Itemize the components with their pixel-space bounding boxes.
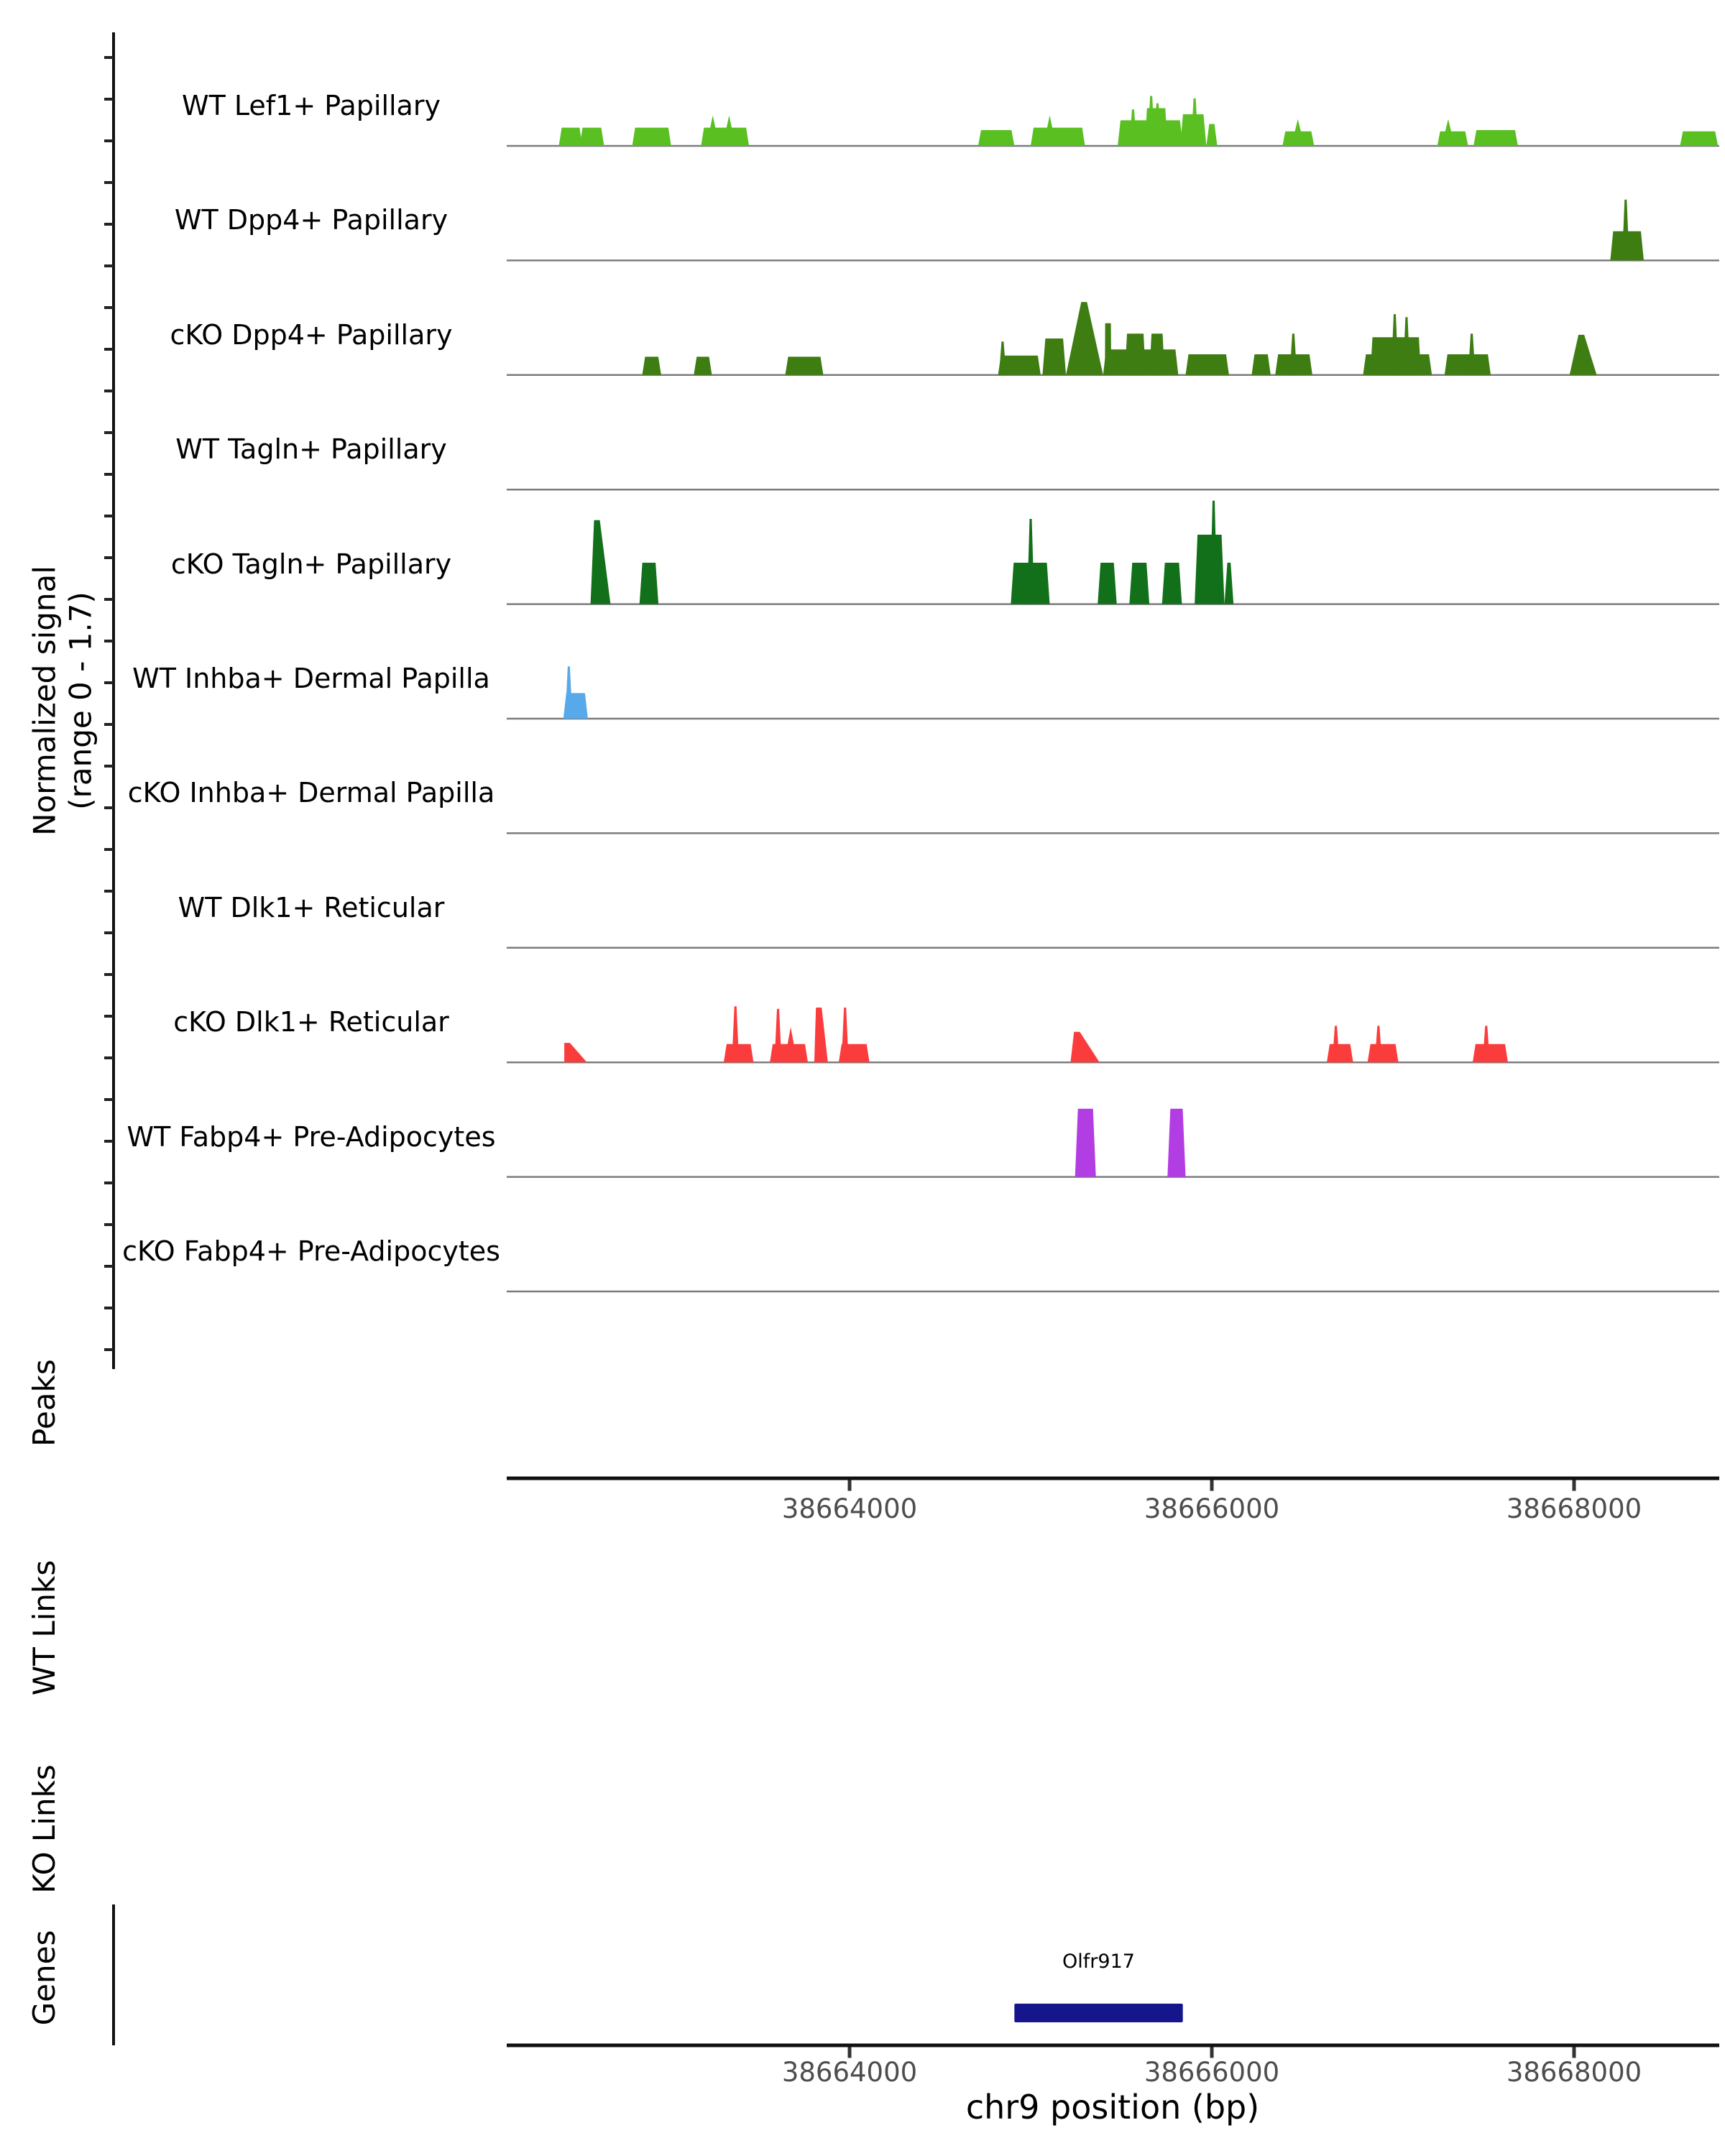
signal-axis-minor-tick <box>104 431 114 434</box>
track-label: cKO Inhba+ Dermal Papilla <box>127 777 495 809</box>
track-label: WT Fabp4+ Pre-Adipocytes <box>126 1120 496 1153</box>
signal-track <box>643 302 1597 375</box>
signal-axis-minor-tick <box>104 765 114 768</box>
signal-track <box>564 1006 1508 1062</box>
signal-block <box>640 563 658 604</box>
peaks-axis-tick <box>1573 1480 1576 1491</box>
signal-peak <box>1066 302 1103 375</box>
signal-axis-minor-tick <box>104 1056 114 1059</box>
signal-spike <box>1483 1026 1490 1062</box>
track-label: cKO Dpp4+ Papillary <box>170 318 453 351</box>
gene-label: Olfr917 <box>1062 1950 1135 1973</box>
signal-axis-minor-tick <box>104 306 114 309</box>
track-label: cKO Fabp4+ Pre-Adipocytes <box>122 1235 500 1267</box>
signal-block <box>1327 1044 1353 1062</box>
signal-spike <box>732 1006 739 1062</box>
signal-axis-minor-tick <box>104 931 114 934</box>
signal-track <box>1610 200 1644 261</box>
signal-block <box>694 356 712 374</box>
signal-axis-spine <box>112 32 115 1369</box>
signal-axis-minor-tick <box>104 848 114 851</box>
signal-axis-minor-tick <box>104 348 114 351</box>
signal-peak <box>591 520 611 604</box>
signal-block <box>978 130 1014 146</box>
signal-axis-minor-tick <box>104 556 114 559</box>
signal-spike <box>565 666 572 719</box>
signal-axis-minor-tick <box>104 264 114 267</box>
signal-block <box>1225 563 1234 604</box>
signal-peak <box>1570 335 1597 375</box>
signal-axis-minor-tick <box>104 1223 114 1226</box>
signal-block <box>1098 563 1117 604</box>
signal-block <box>1206 124 1217 147</box>
signal-block <box>580 128 604 146</box>
signal-axis-minor-tick <box>104 640 114 642</box>
signal-axis-minor-tick <box>104 1307 114 1309</box>
signal-axis-minor-tick <box>104 390 114 392</box>
signal-block <box>1186 354 1229 375</box>
signal-plateau <box>1125 333 1146 375</box>
peaks-axis-line <box>507 1477 1719 1480</box>
peaks-axis-tick-label: 38666000 <box>1144 1493 1280 1524</box>
signal-axis-minor-tick <box>104 598 114 601</box>
signal-block <box>1680 132 1718 146</box>
signal-block <box>559 128 583 146</box>
signal-block <box>786 356 824 374</box>
gene-body <box>1014 2004 1182 2022</box>
track-label: WT Tagln+ Papillary <box>175 433 447 466</box>
signal-block <box>643 356 661 374</box>
signal-axis-minor-tick <box>104 806 114 809</box>
track-label: cKO Tagln+ Papillary <box>170 548 452 580</box>
signal-track <box>564 666 588 719</box>
signal-spike <box>842 1008 849 1062</box>
signal-axis-minor-tick <box>104 1098 114 1101</box>
y-axis-label-line2: (range 0 - 1.7) <box>63 591 98 810</box>
track-label: WT Dlk1+ Reticular <box>178 891 445 923</box>
signal-block <box>1162 563 1182 604</box>
signal-axis-minor-tick <box>104 1015 114 1018</box>
signal-axis-minor-tick <box>104 181 114 184</box>
signal-axis-minor-tick <box>104 1348 114 1351</box>
signal-block <box>1473 130 1518 146</box>
signal-axis-minor-tick <box>104 1140 114 1143</box>
peaks-axis-tick-label: 38668000 <box>1506 1493 1642 1524</box>
signal-track <box>1075 1109 1186 1177</box>
signal-peak <box>814 1008 828 1062</box>
signal-block <box>1251 354 1271 375</box>
signal-peak <box>564 1043 587 1062</box>
signal-track <box>559 96 1719 147</box>
genome-axis-tick-label: 38664000 <box>781 2057 918 2088</box>
signal-axis-minor-tick <box>104 890 114 893</box>
signal-axis-minor-tick <box>104 473 114 476</box>
signal-peak <box>1070 1032 1099 1062</box>
section-label-wt-links: WT Links <box>26 1560 62 1696</box>
signal-axis-minor-tick <box>104 515 114 517</box>
genome-axis-tick-label: 38666000 <box>1144 2057 1280 2088</box>
track-label: cKO Dlk1+ Reticular <box>173 1006 449 1038</box>
y-axis-label-line1: Normalized signal <box>27 566 63 836</box>
signal-axis-minor-tick <box>104 139 114 142</box>
track-label: WT Lef1+ Papillary <box>182 90 441 121</box>
section-label-peaks: Peaks <box>26 1359 62 1447</box>
signal-block <box>1167 1109 1185 1177</box>
signal-track <box>591 501 1234 604</box>
signal-block <box>1129 563 1149 604</box>
track-label: WT Dpp4+ Papillary <box>174 204 448 236</box>
genome-axis-tick-label: 38668000 <box>1506 2057 1642 2088</box>
signal-axis-minor-tick <box>104 973 114 976</box>
signal-axis-minor-tick <box>104 681 114 684</box>
x-axis-title: chr9 position (bp) <box>965 2088 1260 2127</box>
signal-axis-minor-tick <box>104 223 114 226</box>
peaks-axis-tick-label: 38664000 <box>781 1493 918 1524</box>
signal-block <box>1031 128 1085 146</box>
signal-block <box>1445 354 1491 375</box>
signal-block <box>1075 1109 1096 1177</box>
signal-axis-minor-tick <box>104 723 114 726</box>
genome-axis-line <box>507 2044 1719 2047</box>
signal-block <box>1368 1044 1399 1062</box>
signal-axis-minor-tick <box>104 98 114 101</box>
section-label-ko-links: KO Links <box>26 1764 62 1894</box>
signal-spike <box>1333 1026 1340 1062</box>
signal-spike <box>1622 200 1629 261</box>
track-label: WT Inhba+ Dermal Papilla <box>132 663 490 694</box>
signal-spike <box>775 1009 782 1063</box>
peaks-axis-tick <box>1210 1480 1214 1491</box>
genes-axis-spine <box>112 1904 115 2045</box>
peaks-axis-tick <box>848 1480 852 1491</box>
signal-block <box>632 128 671 146</box>
section-label-genes: Genes <box>26 1930 62 2026</box>
signal-spike <box>1027 519 1034 604</box>
signal-axis-minor-tick <box>104 56 114 59</box>
signal-axis-minor-tick <box>104 1265 114 1268</box>
signal-axis-minor-tick <box>104 1181 114 1184</box>
signal-block <box>1195 535 1225 604</box>
signal-block <box>1473 1044 1508 1062</box>
signal-block <box>1042 338 1066 375</box>
signal-plateau <box>1149 333 1164 375</box>
signal-spike <box>1375 1026 1382 1062</box>
